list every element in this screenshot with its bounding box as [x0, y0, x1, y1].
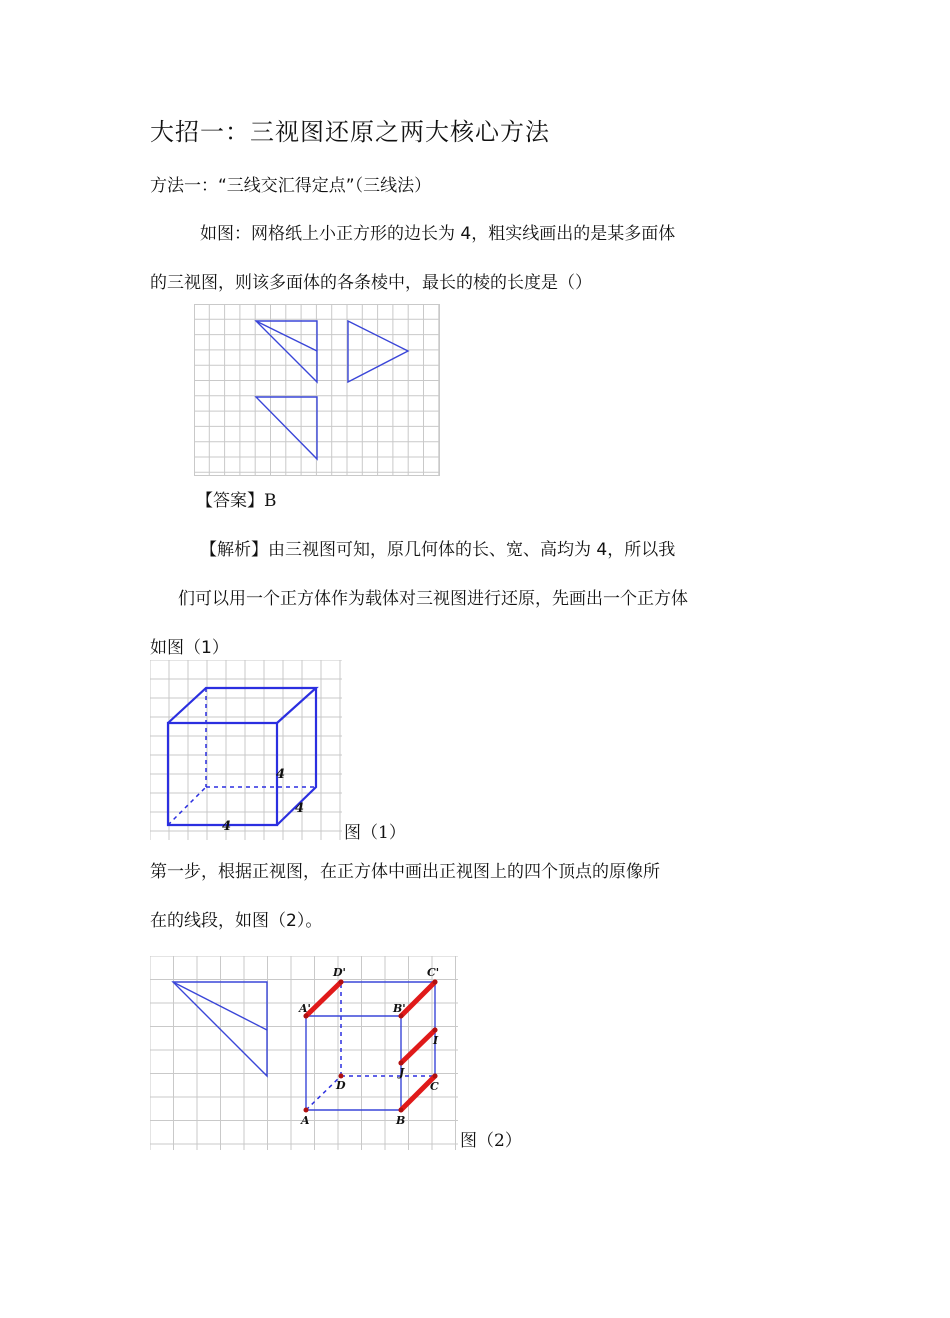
label-i: I — [433, 1034, 439, 1047]
edge-label-depth: 4 — [295, 801, 305, 816]
label-j: J — [399, 1066, 405, 1079]
answer-line: 【答案】B — [196, 491, 277, 511]
figure-1-caption: 图（1） — [344, 823, 406, 843]
cube-figure-1 — [150, 660, 342, 840]
top-view — [256, 397, 317, 459]
label-d-prime: D' — [333, 966, 346, 979]
analysis-line-2: 们可以用一个正方体作为载体对三视图进行还原，先画出一个正方体 — [178, 589, 688, 609]
question-line-2: 的三视图，则该多面体的各条棱中，最长的棱的长度是（） — [150, 273, 592, 293]
label-a: A — [301, 1114, 310, 1127]
step1-line-1: 第一步，根据正视图，在正方体中画出正视图上的四个顶点的原像所 — [150, 862, 660, 882]
figure-2-caption: 图（2） — [460, 1131, 522, 1151]
cube-visible-edges — [168, 688, 316, 825]
label-c: C — [430, 1080, 439, 1093]
label-d: D — [336, 1079, 346, 1092]
analysis-line-1: 【解析】由三视图可知，原几何体的长、宽、高均为 4，所以我 — [200, 540, 676, 560]
front-view — [256, 321, 317, 382]
edge-label-height: 4 — [276, 767, 286, 782]
label-b: B — [396, 1114, 406, 1127]
analysis-line-3: 如图（1） — [150, 638, 229, 658]
label-c-prime: C' — [427, 966, 440, 979]
three-view-figure — [194, 304, 440, 476]
step1-line-2: 在的线段，如图（2）。 — [150, 911, 323, 931]
edge-label-width: 4 — [222, 819, 232, 834]
cube-figure-2 — [150, 956, 458, 1150]
method-heading: 方法一：“三线交汇得定点”（三线法） — [150, 176, 432, 196]
label-b-prime: B' — [393, 1002, 406, 1015]
page-title: 大招一：三视图还原之两大核心方法 — [150, 118, 550, 146]
label-a-prime: A' — [299, 1002, 311, 1015]
question-line-1: 如图：网格纸上小正方形的边长为 4，粗实线画出的是某多面体 — [200, 224, 676, 244]
